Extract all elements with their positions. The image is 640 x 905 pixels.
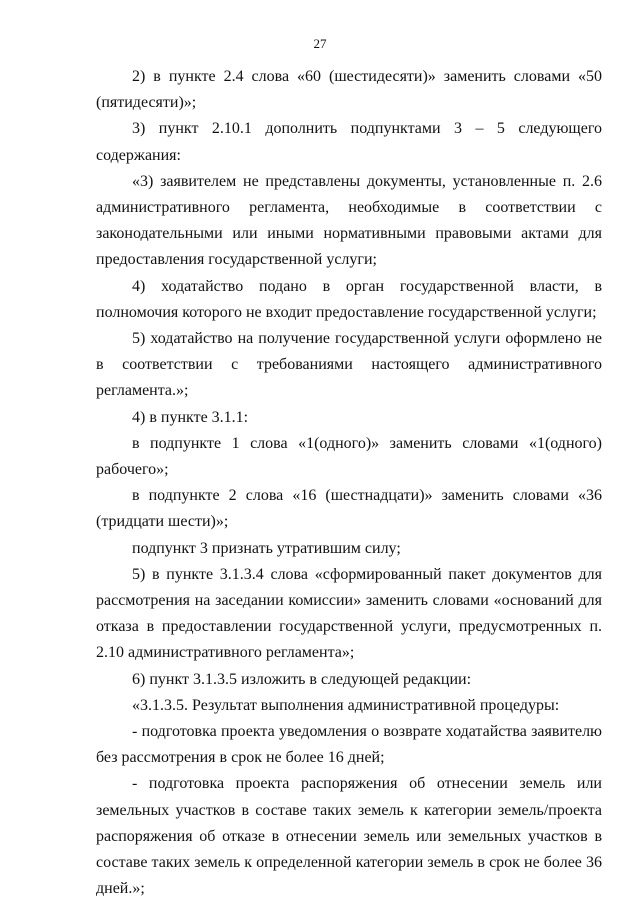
paragraph-dash-2: - подготовка проекта распоряжения об отнесении земель или земельных участков в составе таких земель к категории земель/проекта распоряжения об отказе в отнесении земель или земельных участков в составе таких земель к определенной категории земель в срок не более 36 дней.»;	[96, 775, 602, 898]
paragraph-dash-1: - подготовка проекта уведомления о возврате ходатайства заявителю без рассмотрения в срок не более 16 дней;	[96, 723, 602, 767]
paragraph-subpoint-1: в подпункте 1 слова «1(одного)» заменить словами «1(одного) рабочего»;	[96, 434, 602, 479]
paragraph-subpoint-2: в подпункте 2 слова «16 (шестнадцати)» заменить словами «36 (тридцати шести)»;	[96, 487, 602, 531]
paragraph-subitem-4: 4) ходатайство подано в орган государственной власти, в полномочия которого не входит предоставление государственной услуги;	[96, 277, 602, 321]
paragraph-subpoint-3: подпункт 3 признать утратившим силу;	[132, 539, 401, 557]
paragraph-item-2: 2) в пункте 2.4 слова «60 (шестидесяти)» заменить словами «50 (пятидесяти)»;	[96, 68, 602, 112]
paragraph-new-3-1-3-5: «3.1.3.5. Результат выполнения административной процедуры:	[132, 696, 560, 714]
paragraph-item-5: 5) в пункте 3.1.3.4 слова «сформированный пакет документов для рассмотрения на заседании комиссии» заменить словами «оснований для отказа в предоставлении государственной услуги, предусмотренных п. 2.10 административного регламента»;	[96, 565, 602, 662]
paragraph-subitem-5: 5) ходатайство на получение государственной услуги оформлено не в соответствии с требованиями настоящего административного регламента.»;	[96, 330, 602, 400]
page-number: 27	[313, 36, 327, 51]
paragraph-item-6: 6) пункт 3.1.3.5 изложить в следующей редакции:	[132, 670, 472, 688]
paragraph-subitem-3: «3) заявителем не представлены документы, установленные п. 2.6 административного регламента, необходимые в соответствии с законодательными или иными нормативными правовыми актами для предоставления государственной услуги;	[96, 172, 602, 269]
document-body	[96, 64, 602, 903]
paragraph-item-4: 4) в пункте 3.1.1:	[132, 408, 249, 426]
paragraph-item-3: 3) пункт 2.10.1 дополнить подпунктами 3 – 5 следующего содержания:	[96, 120, 602, 164]
